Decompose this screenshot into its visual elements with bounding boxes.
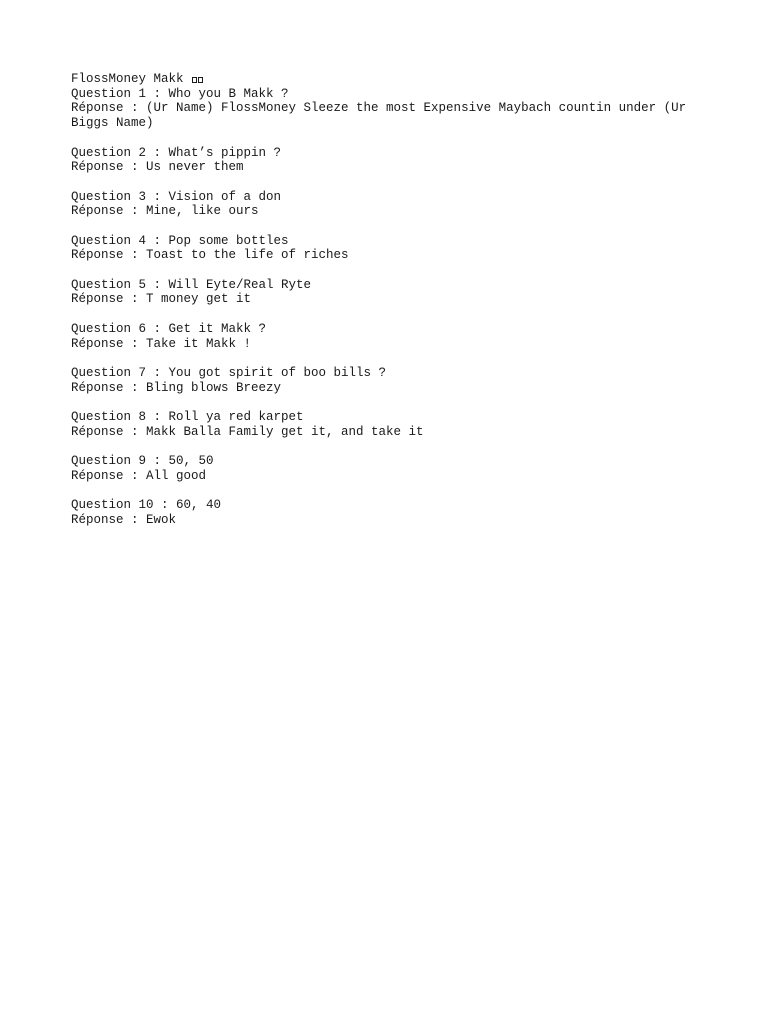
response-text: Réponse : Toast to the life of riches <box>71 248 349 263</box>
qa-item <box>71 234 701 263</box>
response-text: Réponse : Makk Balla Family get it, and take it <box>71 424 424 439</box>
question-text: Question 4 : Pop some bottles <box>71 233 289 248</box>
question-text: Question 9 : 50, 50 <box>71 454 214 469</box>
qa-item <box>71 410 701 439</box>
response-text: Réponse : Take it Makk ! <box>71 336 252 351</box>
response-text: Réponse : All good <box>71 468 207 483</box>
document-page <box>71 72 701 528</box>
question-text: Question 5 : Will Eyte/Real Ryte <box>71 277 312 292</box>
qa-item <box>71 454 701 483</box>
missing-glyph-icon <box>192 77 197 83</box>
response-text: Réponse : (Ur Name) FlossMoney Sleeze the most Expensive Maybach countin under (Ur Biggs Name) <box>71 101 694 131</box>
qa-item <box>71 278 701 307</box>
response-text: Réponse : Us never them <box>71 160 244 175</box>
question-text: Question 7 : You got spirit of boo bills ? <box>71 365 387 380</box>
question-text: Question 1 : Who you B Makk ? <box>71 86 289 101</box>
qa-item <box>71 322 701 351</box>
question-text: Question 10 : 60, 40 <box>71 498 222 513</box>
response-text: Réponse : Bling blows Breezy <box>71 380 282 395</box>
question-text: Question 8 : Roll ya red karpet <box>71 410 304 425</box>
document-title: FlossMoney Makk <box>71 72 184 86</box>
qa-item <box>71 498 701 527</box>
document-title-line <box>71 72 701 87</box>
question-text: Question 2 : What’s pippin ? <box>71 145 282 160</box>
response-text: Réponse : T money get it <box>71 292 252 307</box>
qa-item <box>71 87 701 131</box>
qa-item <box>71 190 701 219</box>
question-text: Question 6 : Get it Makk ? <box>71 321 267 336</box>
qa-item <box>71 366 701 395</box>
qa-item <box>71 146 701 175</box>
response-text: Réponse : Mine, like ours <box>71 204 259 219</box>
response-text: Réponse : Ewok <box>71 512 177 527</box>
missing-glyph-icon <box>198 77 203 83</box>
question-text: Question 3 : Vision of a don <box>71 189 282 204</box>
